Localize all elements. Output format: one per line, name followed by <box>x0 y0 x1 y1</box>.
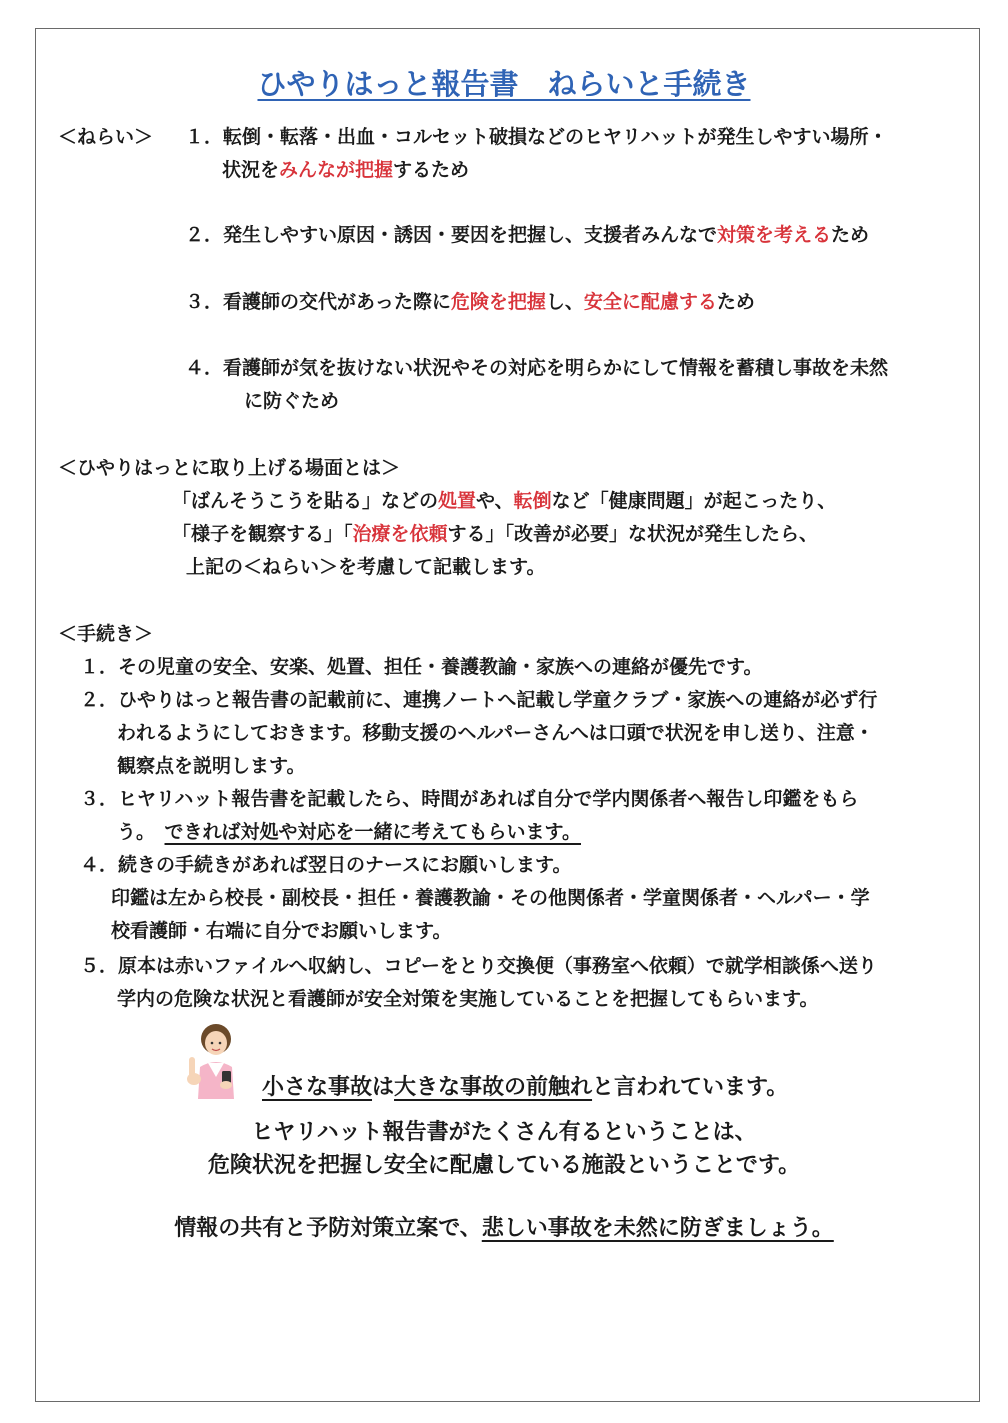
procedure-step-4-line3: 校看護師・右端に自分でお願いします。 <box>111 920 452 942</box>
nurse-with-phone-icon <box>186 1023 244 1099</box>
message-line-4: 情報の共有と予防対策立案で、悲しい事故を未然に防ぎましょう。 <box>174 1216 834 1241</box>
aim-1-emphasis: みんなが把握 <box>279 159 394 181</box>
scenes-line-1: 「ばんそうこうを貼る」などの処置や、転倒など「健康問題」が起こったり、 <box>172 490 837 512</box>
procedure-step-5-line1: ５．原本は赤いファイルへ収納し、コピーをとり交換便（事務室へ依頼）で就学相談係へ送り <box>80 955 877 977</box>
scenes-line-3: 上記の＜ねらい＞を考慮して記載します。 <box>186 556 546 578</box>
scenes-heading: ＜ひやりはっとに取り上げる場面とは＞ <box>58 457 401 479</box>
procedure-step-4-line2: 印鑑は左から校長・副校長・担任・養護教諭・その他関係者・学童関係者・ヘルパー・学 <box>111 887 870 909</box>
procedure-step-4-line1: ４．続きの手続きがあれば翌日のナースにお願いします。 <box>80 854 572 876</box>
message-underlined-closing: 悲しい事故を未然に防ぎましょう。 <box>481 1216 834 1241</box>
scenes-line-2: 「様子を観察する」「治療を依頼する」「改善が必要」な状況が発生したら、 <box>172 523 819 545</box>
procedure-step-1: １．その児童の安全、安楽、処置、担任・養護教諭・家族への連絡が優先です。 <box>80 656 763 678</box>
procedure-step-3-line2: う。 できれば対処や対応を一緒に考えてもらいます。 <box>117 821 581 843</box>
aim-3-emphasis-1: 危険を把握 <box>450 291 546 313</box>
aim-item-2: ２．発生しやすい原因・誘因・要因を把握し、支援者みんなで対策を考えるため <box>185 224 870 246</box>
procedure-step-5-line2: 学内の危険な状況と看護師が安全対策を実施していることを把握してもらいます。 <box>117 988 819 1010</box>
procedure-step-2-line1: ２．ひやりはっと報告書の記載前に、連携ノートへ記載し学童クラブ・家族への連絡が必ず行 <box>80 689 878 711</box>
aims-heading: ＜ねらい＞ <box>58 126 154 148</box>
aim-item-3: ３．看護師の交代があった際に危険を把握し、安全に配慮するため <box>185 291 755 313</box>
procedure-step-3-line1: ３．ヒヤリハット報告書を記載したら、時間があれば自分で学内関係者へ報告し印鑑をもら <box>80 788 859 810</box>
aim-2-emphasis: 対策を考える <box>717 224 832 246</box>
aim-item-4: ４．看護師が気を抜けない状況やその対応を明らかにして情報を蓄積し事故を未然 <box>185 357 889 379</box>
message-line-3: 危険状況を把握し安全に配慮している施設ということです。 <box>207 1153 801 1178</box>
aim-item-4-line2: に防ぐため <box>244 390 340 412</box>
page-title: ひやりはっと報告書 ねらいと手続き <box>257 67 751 101</box>
aim-item-1 <box>185 124 887 150</box>
aim-1-number: １． <box>185 126 224 148</box>
message-line-2: ヒヤリハット報告書がたくさん有るということは、 <box>251 1120 757 1145</box>
message-line-1: 小さな事故は大きな事故の前触れと言われています。 <box>262 1075 789 1100</box>
procedure-step-2-line3: 観察点を説明します。 <box>117 755 306 777</box>
procedure-heading: ＜手続き＞ <box>58 623 154 645</box>
aim-1-line1: 転倒・転落・出血・コルセット破損などのヒヤリハットが発生しやすい場所・ <box>223 126 888 148</box>
procedure-step-3-underlined: できれば対処や対応を一緒に考えてもらいます。 <box>164 821 581 843</box>
procedure-step-2-line2: われるようにしておきます。移動支援のヘルパーさんへは口頭で状況を申し送り、注意・ <box>117 722 874 744</box>
aim-item-1-line2: 状況をみんなが把握するため <box>222 159 470 181</box>
aim-3-emphasis-2: 安全に配慮する <box>583 291 717 313</box>
